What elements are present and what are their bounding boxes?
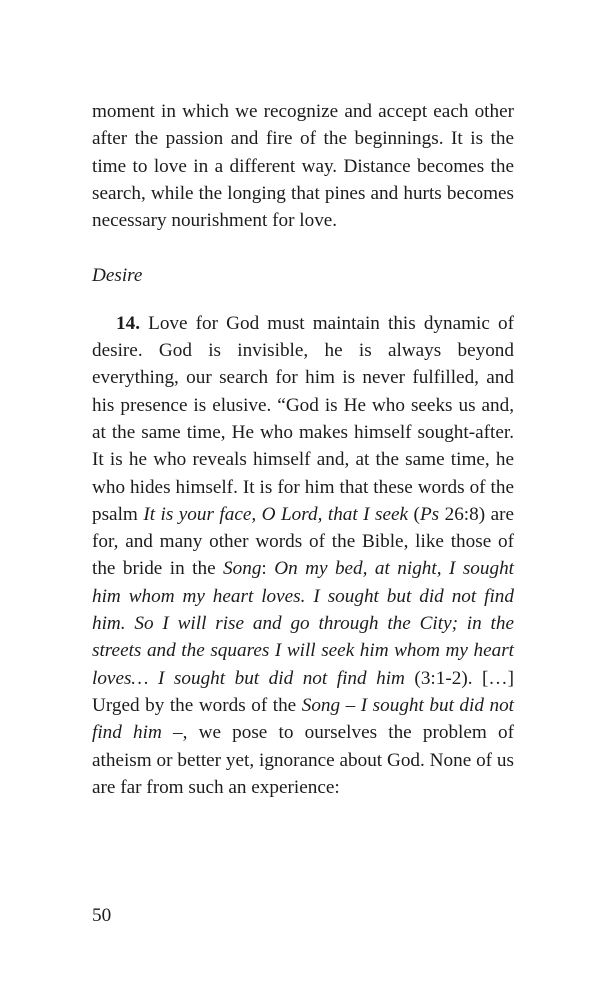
paragraph-text: –	[340, 694, 361, 716]
paragraph-continuation: moment in which we recognize and accept each other after the passion and fire of the beginnings. It is the time to love in a different way. Distance becomes the search, while the longing that pines and hurts becomes necessary nourishment for love.	[92, 101, 514, 232]
paragraph-text: (	[408, 503, 420, 525]
paragraph-14	[92, 310, 514, 801]
paragraph-number: 14.	[116, 312, 140, 334]
song-quote-short: I sought but did not find him	[92, 694, 514, 744]
song-title: Song	[301, 694, 341, 716]
section-title: Desire	[92, 265, 143, 287]
page-number: 50	[92, 905, 112, 926]
paragraph-text: Love for God must maintain this dynamic of desire. God is invisible, he is always beyond everything, our search for him is never fulfilled, and his presence is elusive. “God is He who seeks us and, at the same time, He who makes himself sought-after. It is he who reveals himself and, at the same time, he who hides himself. It is for him that these words of the psalm	[92, 312, 514, 525]
paragraph-text: –, we pose to ourselves the problem of atheism or better yet, ignorance about God. None of us are far from such an experience:	[92, 722, 514, 798]
song-quote: On my bed, at night, I sought him whom my heart loves. I sought but did not find him. So I will rise and go through the City; in the streets and the squares I will seek him whom my heart loves… I sought but did not find him	[92, 558, 514, 689]
paragraph-text: (3:1-2). […] Urged by the words of the	[92, 667, 514, 716]
paragraph-text: :	[261, 558, 275, 580]
page-body	[92, 98, 514, 801]
song-title: Song	[223, 558, 262, 580]
psalm-quote: It is your face, O Lord, that I seek	[143, 503, 409, 525]
psalm-abbreviation: Ps	[419, 503, 440, 525]
paragraph-text: 26:8) are for, and many other words of the Bible, like those of the bride in the	[92, 503, 514, 580]
